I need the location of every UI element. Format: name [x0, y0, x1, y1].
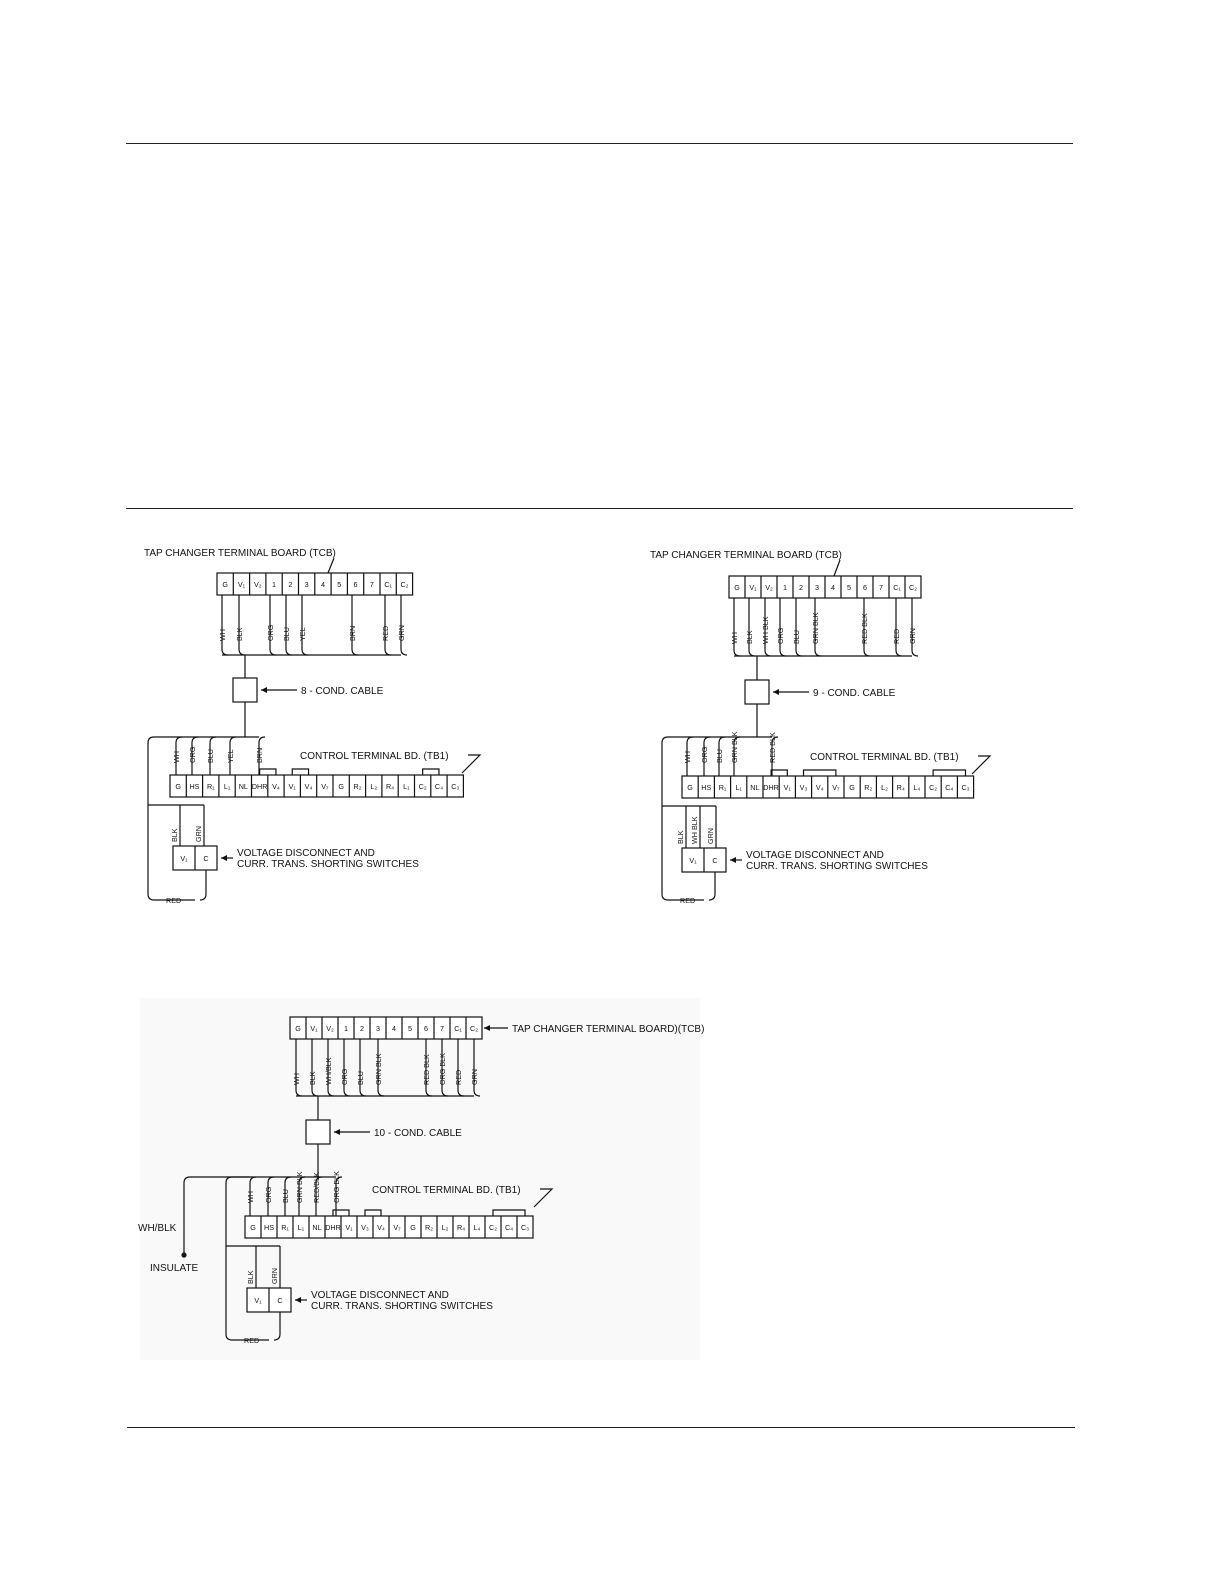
diagram3-tcb-wire-label: GRN BLK	[374, 1053, 383, 1085]
diagram2-tb1-terminal: C₄	[945, 783, 954, 792]
diagram3-tb1-wire-label: ORG BLK	[332, 1171, 341, 1203]
diagram3-switch-label-1: VOLTAGE DISCONNECT AND	[311, 1290, 449, 1301]
diagram1-tcb-wire-label: GRN	[397, 625, 406, 641]
diagram3-tb1-terminal: NL	[312, 1223, 322, 1232]
diagram3-tb1-terminal: G	[250, 1223, 256, 1232]
diagram1-switch-label-1: VOLTAGE DISCONNECT AND	[237, 848, 375, 859]
diagram3-tb1-wire-label: BLU	[281, 1189, 290, 1203]
diagram3-tcb-terminal: 6	[424, 1024, 428, 1033]
diagram3-tb1-terminal: R₄	[456, 1223, 466, 1232]
diagram1-cable-label: 8 - COND. CABLE	[301, 686, 384, 697]
diagram1-cable-box	[233, 678, 257, 702]
diagram3-tb1-terminal: V₃	[361, 1223, 369, 1232]
diagram2-tb1-terminal: HS	[701, 783, 712, 792]
diagram1-switch-wire-label: BLK	[170, 828, 179, 842]
diagram1-tb1-wire-label: BRN	[255, 747, 264, 763]
diagram2-tcb-wire-bend	[780, 650, 786, 656]
diagram3-tb1-terminal: DHR	[325, 1223, 341, 1232]
diagram2-tb1-wire-label: GRN BLK	[730, 731, 739, 763]
diagram2-tcb-leader	[834, 560, 840, 576]
diagram1-tcb-title: TAP CHANGER TERMINAL BOARD (TCB)	[144, 548, 336, 559]
diagram1-tb1-terminal: V₄	[272, 782, 280, 791]
diagram3-tb1-terminal: R₂	[425, 1223, 433, 1232]
diagram2-tb1-terminal: V₃	[799, 783, 808, 792]
diagram2-tb1-jumper	[771, 770, 787, 776]
diagram3-tcb-wire-label: BLK	[308, 1071, 317, 1085]
diagram3-tcb-terminal: V₁	[310, 1024, 318, 1033]
diagram1-tcb-terminal: V₂	[253, 580, 262, 589]
diagram1-tb1-terminal: R₁	[206, 782, 215, 791]
diagram1-tcb-terminal: 6	[353, 580, 358, 589]
diagram2-tcb-terminal: V₁	[749, 583, 757, 592]
diagram1-cable-pointer-head	[261, 687, 267, 693]
diagram2-tb1-terminal: DHR	[763, 783, 779, 792]
diagram1-switch-c: C	[203, 854, 209, 863]
diagram3-side-wire-label: WH/BLK	[138, 1223, 177, 1234]
diagram2-tcb-wire-bend	[765, 650, 771, 656]
diagram3-tb1-terminal: C₂	[489, 1223, 497, 1232]
diagram3-tb1-terminal: G	[410, 1223, 416, 1232]
diagram2-tcb-terminal: 4	[831, 583, 835, 592]
diagram2-switch-v1: V₁	[689, 856, 697, 865]
diagram3-tb1-terminal: V₇	[393, 1223, 401, 1232]
diagram3-tcb-wire-label: ORG	[340, 1068, 349, 1085]
diagram3-tb1-terminal: L₄	[473, 1223, 481, 1232]
diagram1-tb1-terminal: V₄	[304, 782, 313, 791]
diagram2-tcb-terminal: 6	[863, 583, 867, 592]
diagram1-tb1-terminal: G	[175, 782, 181, 791]
diagram2-tcb-wire-label: WH BLK	[761, 616, 770, 644]
diagram3-insulate-dot	[181, 1252, 186, 1257]
diagram1-tb1-jumper	[292, 769, 308, 775]
diagram1-tcb-wire-label: BLU	[282, 627, 291, 641]
diagram1-tcb-wire-label: BLK	[235, 627, 244, 641]
diagram1-tcb-terminal: 2	[288, 580, 293, 589]
diagram3-tcb-wire-label: GRN	[470, 1069, 479, 1085]
diagram3-switch-wire-label: GRN	[270, 1268, 279, 1284]
diagram1-tb1-terminal: L₁	[403, 782, 410, 791]
diagram2-switch-label-2: CURR. TRANS. SHORTING SWITCHES	[746, 861, 928, 872]
diagram3-insulate-label: INSULATE	[150, 1263, 199, 1274]
diagram3-switch-c: C	[277, 1296, 283, 1305]
diagram2-switch-wire-label: BLK	[676, 830, 685, 844]
diagram2-tcb-wire-label: BLK	[745, 630, 754, 644]
diagram1-tb1-wire-label: WH	[172, 751, 181, 763]
diagram1-tcb-wire-bend	[239, 649, 245, 655]
diagram1-tcb-terminal: C₁	[384, 580, 392, 589]
diagram1-tcb-terminal: 3	[304, 580, 309, 589]
diagram2-tcb-terminal: C₁	[893, 583, 901, 592]
diagram3-tb1-terminal: L₂	[441, 1223, 449, 1232]
diagram3-switch-v1: V₁	[254, 1296, 262, 1305]
diagram2-tb1-jumper	[933, 770, 965, 776]
diagram2-tcb-terminal: C₂	[909, 583, 917, 592]
diagram3-switch-wire-label: BLK	[246, 1270, 255, 1284]
diagram3-cable-box	[306, 1120, 330, 1144]
diagram2-tb1-terminal: V₄	[815, 783, 824, 792]
diagram3-tcb-wire-label: ORG BLK	[438, 1053, 447, 1085]
diagram2-switch-c: C	[712, 856, 718, 865]
diagram1-tb1-wire-label: ORG	[188, 746, 197, 763]
diagram2-tcb-title: TAP CHANGER TERMINAL BOARD (TCB)	[650, 550, 842, 561]
diagram1-tcb-terminal: G	[222, 580, 228, 589]
diagram2-tb1-terminal: NL	[750, 783, 760, 792]
diagram3-tb1-wire-label: RED/BLK	[312, 1172, 321, 1203]
diagram2-tb1-wire-label: BLU	[715, 749, 724, 763]
diagram2-switch-label-1: VOLTAGE DISCONNECT AND	[746, 850, 884, 861]
diagram1-tcb-wire-label: ORG	[266, 624, 275, 641]
diagram1-switch-wire-label: GRN	[194, 826, 203, 842]
diagram2-tb1-terminal: G	[849, 783, 855, 792]
diagram1-tb1-jumper	[423, 769, 439, 775]
diagram2-tb1-terminal: R₁	[718, 783, 727, 792]
diagram3-tcb-wire-label: BLU	[356, 1071, 365, 1085]
diagram2-tcb-wire-label: GRN	[908, 628, 917, 644]
diagram1-tcb-wire-bend	[270, 649, 276, 655]
diagram1-tcb-wire-bend	[352, 649, 358, 655]
diagram2-tb1-title: CONTROL TERMINAL BD. (TB1)	[810, 752, 959, 763]
diagram2-tcb-terminal: 7	[879, 583, 883, 592]
diagram3-tb1-terminal: L₁	[297, 1223, 305, 1232]
diagram3-tcb-terminal: 7	[440, 1024, 444, 1033]
diagram2-tcb-wire-label: BLU	[792, 630, 801, 644]
diagram1-tcb-wire-bend	[401, 649, 407, 655]
diagram2-tb1-terminal: L₂	[881, 783, 888, 792]
diagram1-tb1-leader	[462, 755, 480, 773]
diagram2-tb1-terminal: R₂	[864, 783, 873, 792]
diagram1-tcb-wire-label: BRN	[348, 625, 357, 641]
diagram1-tb1-terminal: G	[338, 782, 344, 791]
diagram1-tcb-wire-bend	[222, 649, 228, 655]
diagram2-tcb-terminal: V₂	[765, 583, 773, 592]
diagram2-tcb-wire-bend	[796, 650, 802, 656]
diagram2-tb1-jumper	[804, 770, 836, 776]
diagram2-tcb-terminal: G	[734, 583, 740, 592]
diagram3-switch-label-2: CURR. TRANS. SHORTING SWITCHES	[311, 1301, 493, 1312]
diagram1-tb1-title: CONTROL TERMINAL BD. (TB1)	[300, 751, 449, 762]
diagram1-tb1-terminal: R₄	[385, 782, 395, 791]
diagram2-tb1-wire-label: ORG	[700, 746, 709, 763]
diagram3-tb1-wire-label: GRN BLK	[295, 1171, 304, 1203]
diagram3-tb1-wire-label: ORG	[264, 1186, 273, 1203]
diagram1-tcb-wire-label: WH	[218, 629, 227, 641]
diagram1-tb1-terminal: C₄	[434, 782, 444, 791]
diagram2-tcb-wire-bend	[912, 650, 918, 656]
diagram2-cable-pointer-head	[773, 689, 779, 695]
diagram1-tb1-terminal: L₂	[370, 782, 378, 791]
diagram3-tb1-title: CONTROL TERMINAL BD. (TB1)	[372, 1185, 521, 1196]
diagram2-tcb-wire-bend	[896, 650, 902, 656]
diagram2-cable-box	[745, 680, 769, 704]
diagram3-tcb-title: TAP CHANGER TERMINAL BOARD)(TCB)	[512, 1024, 705, 1035]
diagram2-tb1-terminal: C₂	[929, 783, 938, 792]
diagram1-tcb-wire-bend	[302, 649, 308, 655]
diagram1-tcb-leader	[328, 558, 334, 573]
diagram1-switch-red-bend	[200, 894, 206, 900]
diagram2-tcb-wire-bend	[815, 650, 821, 656]
diagram3-tcb-wire-label: RED BLK	[422, 1054, 431, 1085]
diagram2-tb1-terminal: V₁	[783, 783, 791, 792]
diagram1-tcb-wire-label: YEL	[298, 627, 307, 641]
diagram3-tcb-terminal: G	[295, 1024, 301, 1033]
diagram2-tb1-terminal: V₇	[832, 783, 840, 792]
diagram1-tb1-terminal: L₁	[223, 782, 231, 791]
diagram1-tcb-terminal: 1	[272, 580, 277, 589]
diagram1-tcb-terminal: 4	[320, 580, 325, 589]
diagram2-switch-red-bend	[709, 894, 715, 900]
diagram2-tb1-leader	[972, 756, 990, 774]
diagram2-tcb-wire-bend	[749, 650, 755, 656]
diagram2-tcb-wire-label: ORG	[776, 627, 785, 644]
diagram1-tcb-terminal: 7	[369, 580, 374, 589]
diagram1-tcb-wire-label: RED	[381, 625, 390, 641]
diagram3-tcb-terminal: C₁	[454, 1024, 462, 1033]
diagram2-tcb-terminal: 2	[799, 583, 803, 592]
diagram2-cable-label: 9 - COND. CABLE	[813, 688, 896, 699]
diagram2-tcb-wire-label: RED	[892, 628, 901, 644]
diagram2-tcb-terminal: 1	[783, 583, 787, 592]
diagram3-tb1-wire-label: WH	[246, 1191, 255, 1203]
diagram1-tcb-wire-bend	[385, 649, 391, 655]
diagram2-switch-pointer-head	[730, 857, 736, 863]
diagram3-tcb-terminal: 1	[344, 1024, 348, 1033]
diagram2-tcb-wire-bend	[734, 650, 740, 656]
diagram3-tcb-terminal: 5	[408, 1024, 412, 1033]
diagram3-tcb-terminal: 3	[376, 1024, 380, 1033]
diagram3-tb1-terminal: HS	[264, 1223, 274, 1232]
diagram1-red-wire-label: RED	[166, 896, 182, 905]
diagram1-tb1-terminal: V₁	[288, 782, 296, 791]
diagram2-tcb-wire-label: RED BLK	[860, 613, 869, 644]
diagram2-tb1-wire-label: WH	[683, 751, 692, 763]
diagram2-switch-wire-label: GRN	[706, 828, 715, 844]
diagram3-cable-label: 10 - COND. CABLE	[374, 1128, 462, 1139]
diagram2-tb1-terminal: L₁	[735, 783, 742, 792]
diagram2-tcb-terminal: 3	[815, 583, 819, 592]
diagram2-red-wire-label: RED	[680, 896, 696, 905]
diagram1-tb1-terminal: C₃	[451, 782, 460, 791]
diagram1-tb1-jumper	[260, 769, 276, 775]
diagram1-tb1-terminal: V₇	[321, 782, 329, 791]
diagram1-tcb-terminal: C₂	[400, 580, 409, 589]
diagram1-tb1-terminal: DHR	[251, 782, 268, 791]
diagram1-tb1-terminal: HS	[189, 782, 200, 791]
diagram1-tcb-terminal: V₁	[237, 580, 246, 589]
diagram2-tb1-terminal: L₄	[913, 783, 921, 792]
diagram3-tcb-wire-label: WH/BLK	[324, 1057, 333, 1085]
diagram2-tcb-wire-label: WH	[730, 632, 739, 644]
diagram2	[650, 550, 990, 905]
diagram1-switch-v1: V₁	[180, 854, 188, 863]
diagram3-tb1-terminal: C₃	[520, 1223, 530, 1232]
diagram3-red-wire-label: RED	[244, 1336, 260, 1345]
diagram1-switch-pointer-head	[221, 855, 227, 861]
diagram3-tcb-terminal: V₂	[326, 1024, 334, 1033]
diagram2-switch-wire-label: WH BLK	[690, 816, 699, 844]
diagram2-tcb-terminal: 5	[847, 583, 851, 592]
diagram3-tb1-terminal: V₄	[377, 1223, 385, 1232]
diagram1-tcb-wire-bend	[286, 649, 292, 655]
diagram1-tb1-terminal: NL	[238, 782, 248, 791]
diagram3-tcb-terminal: C₂	[470, 1024, 478, 1033]
diagram3-tb1-terminal: R₁	[281, 1223, 289, 1232]
diagram3-tcb-terminal: 2	[360, 1024, 364, 1033]
diagram1-tb1-wire-label: YEL	[226, 749, 235, 763]
diagram2-tcb-wire-label: GRN BLK	[811, 612, 820, 644]
diagram1-tb1-wire-label: BLU	[206, 749, 215, 763]
diagram3-tb1-terminal: V₁	[345, 1223, 353, 1232]
diagram3-tcb-wire-label: RED	[454, 1069, 463, 1085]
diagram2-tb1-wire-label: RED BLK	[768, 732, 777, 763]
diagram3-tcb-wire-label: WH	[292, 1073, 301, 1085]
diagram2-tb1-terminal: C₃	[961, 783, 970, 792]
diagram1-tb1-terminal: R₂	[353, 782, 362, 791]
diagram3-tcb-terminal: 4	[392, 1024, 396, 1033]
diagram2-tb1-terminal: R₄	[896, 783, 905, 792]
diagram1-tcb-terminal: 5	[337, 580, 342, 589]
diagram1	[144, 548, 480, 905]
diagram2-tcb-wire-bend	[864, 650, 870, 656]
diagram1-tb1-terminal: C₂	[418, 782, 427, 791]
diagram2-tb1-terminal: G	[687, 783, 693, 792]
diagram3-tb1-terminal: C₄	[504, 1223, 514, 1232]
diagram1-switch-label-2: CURR. TRANS. SHORTING SWITCHES	[237, 859, 419, 870]
